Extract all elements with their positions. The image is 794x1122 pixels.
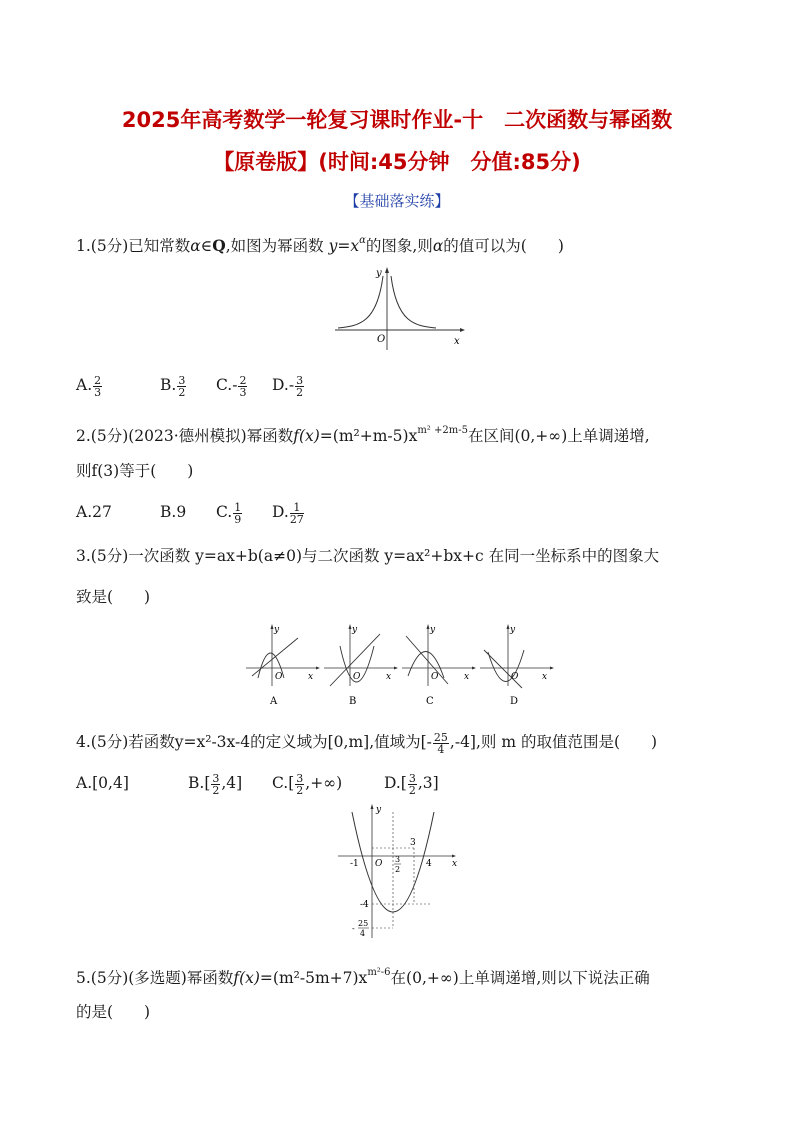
svg-text:-1: -1 <box>350 859 359 869</box>
q2-option-c[interactable]: C. $\frac{1}{9}$ <box>216 500 242 526</box>
q2-option-d[interactable]: D. $\frac{1}{27}$ <box>272 500 304 526</box>
q4-option-b[interactable]: B.[ $\frac{3}{2}$ ,4] <box>188 771 243 797</box>
svg-text:3: 3 <box>395 855 401 864</box>
q2-option-a[interactable]: A.27 <box>76 503 112 521</box>
svg-text:25: 25 <box>358 919 369 928</box>
document-title: 2025年高考数学一轮复习课时作业-十 二次函数与幂函数 <box>121 108 673 132</box>
svg-text:y: y <box>274 625 280 635</box>
svg-text:y: y <box>376 805 382 815</box>
svg-text:O: O <box>511 672 519 682</box>
svg-text:-4: -4 <box>360 900 369 910</box>
q1-option-d[interactable]: D.- $\frac{3}{2}$ <box>272 373 304 399</box>
svg-text:y: y <box>510 625 516 635</box>
svg-text:O: O <box>353 672 361 682</box>
question-5-stem-line2: 的是( ) <box>76 1003 151 1021</box>
q4-option-a[interactable]: A.[0,4] <box>76 774 129 792</box>
q2-option-b[interactable]: B.9 <box>160 503 187 521</box>
q4-option-d[interactable]: D.[ $\frac{3}{2}$ ,3] <box>384 771 439 797</box>
q3-graph-a[interactable] <box>244 622 320 708</box>
question-2-stem: 2.(5分)(2023·德州模拟)幂函数$f(x)=(m^2+m-5)x^{m^2 +2m-5}$在区间(0,+∞)上单调递增, <box>76 425 650 445</box>
document-subtitle: 【原卷版】(时间:45分钟 分值:85分) <box>213 150 581 174</box>
q1-option-c[interactable]: C.- $\frac{2}{3}$ <box>216 373 247 399</box>
svg-text:O: O <box>431 672 439 682</box>
question-3-stem-line2: 致是( ) <box>76 588 151 606</box>
svg-text:O: O <box>375 859 383 869</box>
svg-text:2: 2 <box>395 865 401 874</box>
question-5-stem: 5.(5分)(多选题)幂函数$f(x)=(m^2-5m+7)x^{m^2-6}$在(0,+∞)上单调递增,则以下说法正确 <box>76 967 650 987</box>
svg-text:x: x <box>542 672 548 682</box>
origin-label: O <box>377 334 386 345</box>
svg-text:y: y <box>352 625 358 635</box>
question-1-graph <box>330 262 470 352</box>
x-axis-label: x <box>454 336 460 347</box>
question-4-stem: 4.(5分)若函数y=x²-3x-4的定义域为[0,m],值域为[- $\frac{25}{4}$ ,-4],则 m 的取值范围是( ) <box>76 730 658 756</box>
q3-label-b: B <box>349 696 357 707</box>
svg-text:-: - <box>352 924 355 933</box>
q4-option-c[interactable]: C.[ $\frac{3}{2}$ ,+∞) <box>272 771 343 797</box>
section-heading: 【基础落实练】 <box>344 192 450 210</box>
svg-text:O: O <box>275 672 283 682</box>
q3-graph-c[interactable] <box>400 622 476 708</box>
svg-text:4: 4 <box>360 929 366 938</box>
svg-text:y: y <box>430 625 436 635</box>
svg-text:x: x <box>452 859 458 869</box>
question-4-graph <box>334 804 460 942</box>
q3-label-a: A <box>270 696 278 707</box>
svg-text:4: 4 <box>426 859 432 869</box>
question-3-stem: 3.(5分)一次函数 y=ax+b(a≠0)与二次函数 y=ax²+bx+c 在同一坐标系中的图象大 <box>76 547 660 565</box>
y-axis-label: y <box>376 268 382 279</box>
q3-graph-b[interactable] <box>322 622 398 708</box>
q1-option-a[interactable]: A. $\frac{2}{3}$ <box>76 373 102 399</box>
q3-graph-d[interactable] <box>478 622 554 708</box>
question-2-stem-line2: 则f(3)等于( ) <box>76 462 194 480</box>
q3-label-d: D <box>510 696 519 707</box>
svg-text:x: x <box>386 672 392 682</box>
svg-text:x: x <box>308 672 314 682</box>
q3-label-c: C <box>426 696 434 707</box>
question-1-stem: 1.(5分)已知常数α∈Q,如图为幂函数 $y=x^\alpha$的图象,则α的值可以为( ) <box>76 235 564 255</box>
q1-option-b[interactable]: B. $\frac{3}{2}$ <box>160 373 186 399</box>
svg-text:3: 3 <box>410 838 416 848</box>
svg-text:x: x <box>464 672 470 682</box>
